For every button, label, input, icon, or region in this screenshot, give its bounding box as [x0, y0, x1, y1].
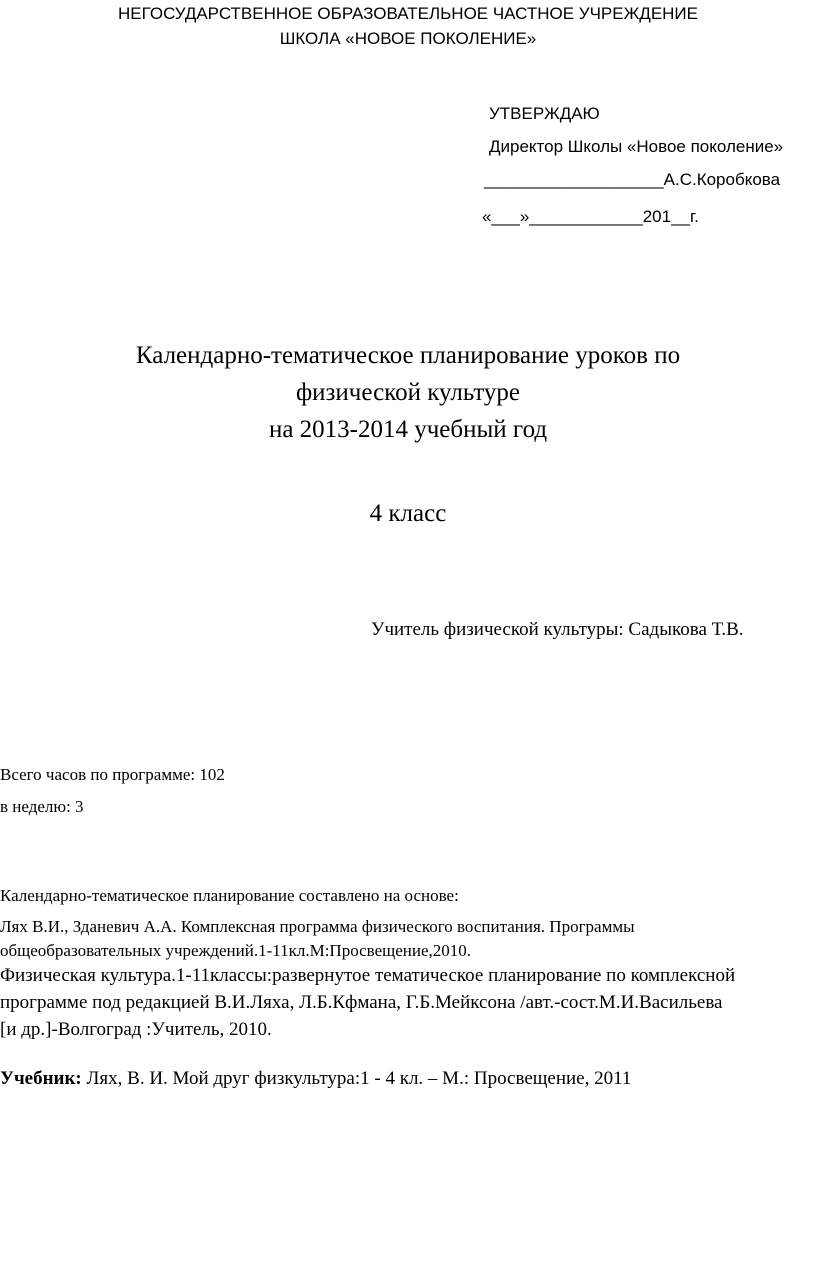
basis-line4: программе под редакцией В.И.Ляха, Л.Б.Кфмана, Г.Б.Мейксона /авт.-сост.М.И.Васильева: [0, 992, 723, 1013]
basis-line2: общеобразовательных учреждений.1-11кл.М:Просвещение,2010.: [0, 941, 472, 960]
org-name-line2: ШКОЛА «НОВОЕ ПОКОЛЕНИЕ»: [279, 29, 537, 48]
approval-date-line: «___»____________201__г.: [482, 207, 699, 226]
basis-line3: Физическая культура.1-11классы:развернутое тематическое планирование по комплексной: [0, 965, 736, 986]
weekly-hours: в неделю: 3: [0, 797, 84, 816]
org-name-line1: НЕГОСУДАРСТВЕННОЕ ОБРАЗОВАТЕЛЬНОЕ ЧАСТНОЕ УЧРЕЖДЕНИЕ: [117, 4, 698, 23]
total-hours: Всего часов по программе: 102: [0, 765, 225, 784]
title-line3: на 2013-2014 учебный год: [268, 416, 548, 443]
title-line2: физической культуре: [295, 379, 521, 406]
basis-line1: Лях В.И., Зданевич А.А. Комплексная программа физического воспитания. Программы: [0, 917, 635, 936]
textbook-text: Лях, В. И. Мой друг физкультура:1 - 4 кл. – М.: Просвещение, 2011: [81, 1068, 632, 1089]
basis-heading: Календарно-тематическое планирование составлено на основе:: [0, 886, 459, 905]
textbook-label: Учебник:: [0, 1068, 82, 1089]
grade-label: 4 класс: [369, 500, 447, 527]
signature-line: ___________________А.С.Коробкова: [484, 170, 781, 189]
approve-heading: УТВЕРЖДАЮ: [489, 104, 600, 123]
basis-line5: [и др.]-Волгоград :Учитель, 2010.: [0, 1019, 272, 1040]
teacher-name: Учитель физической культуры: Садыкова Т.В.: [371, 619, 744, 640]
approver-position: Директор Школы «Новое поколение»: [489, 137, 784, 156]
textbook-line: [0, 1068, 631, 1090]
title-line1: Календарно-тематическое планирование уроков по: [135, 342, 681, 369]
